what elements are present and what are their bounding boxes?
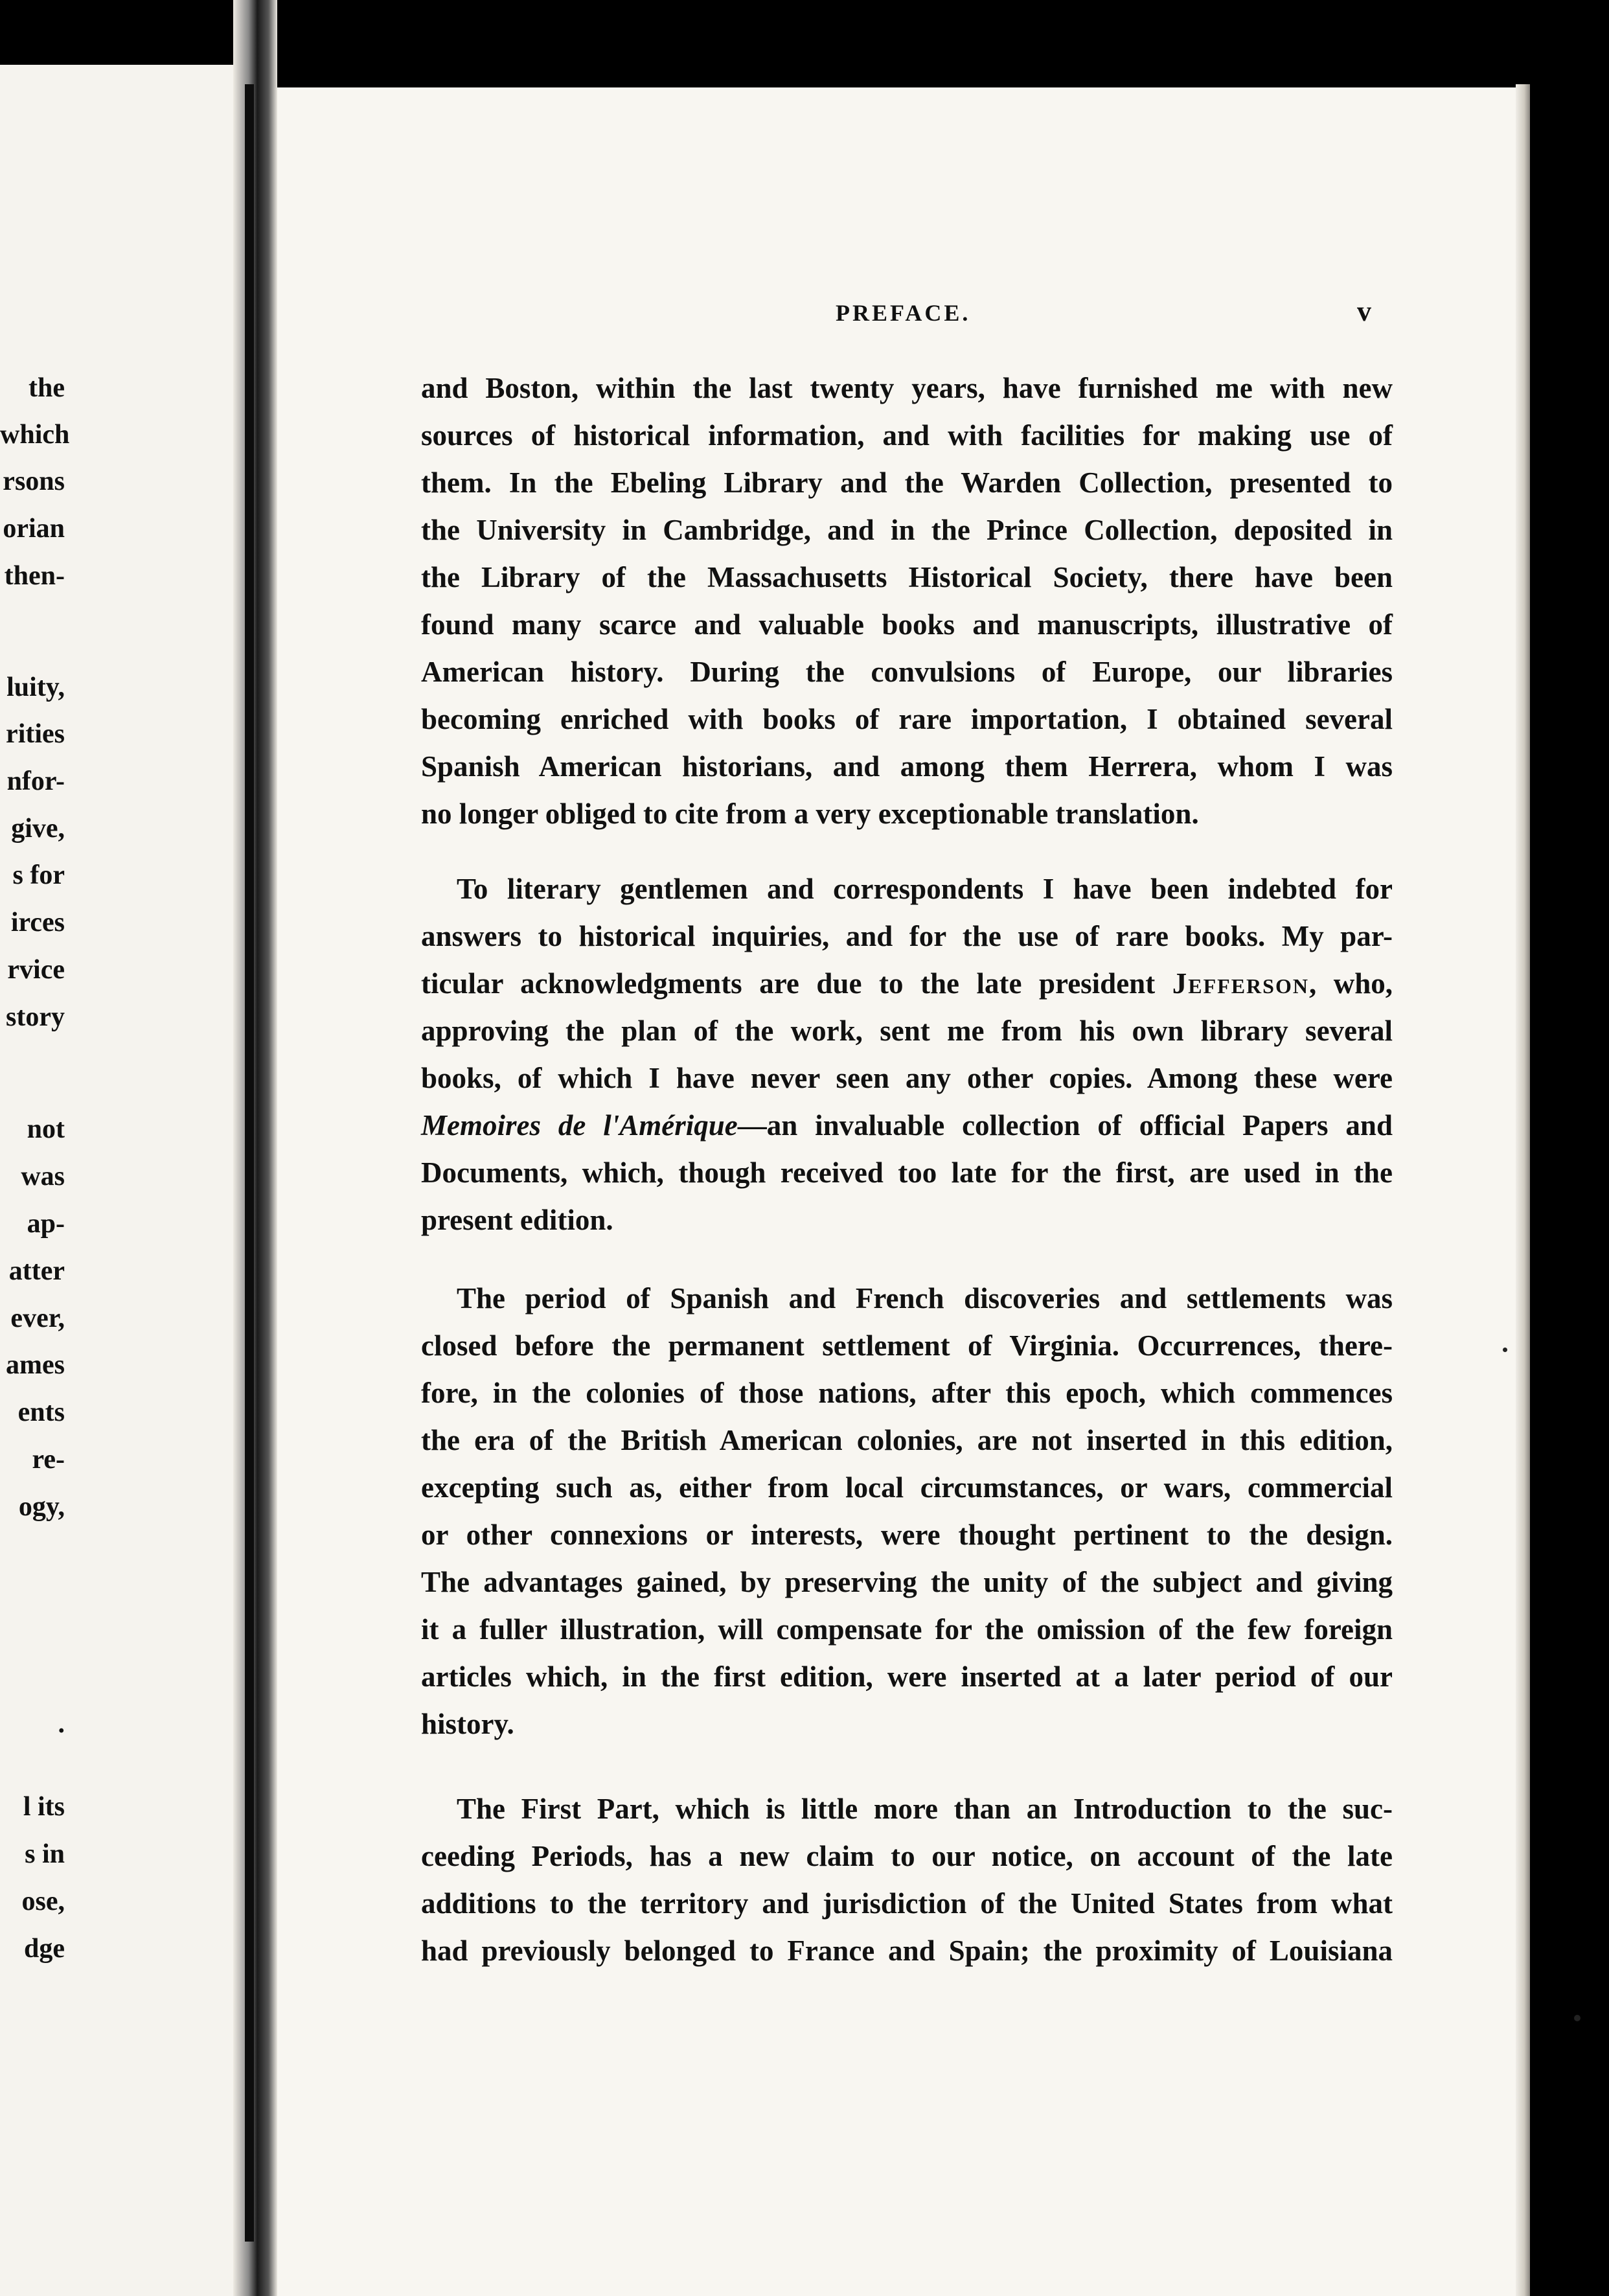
left-page-line: re- — [32, 1445, 65, 1475]
left-page-line: rities — [6, 719, 65, 749]
ink-speck — [1574, 2015, 1580, 2021]
text-fragment: —an invaluable collection of official Papers and — [737, 1109, 1393, 1142]
text-line: answers to historical inquiries, and for the use of rare books. My par- — [421, 920, 1393, 952]
left-page-line: was — [21, 1162, 65, 1191]
left-page-line: ever, — [10, 1303, 65, 1333]
text-line: additions to the territory and jurisdiction of the United States from what — [421, 1887, 1393, 1920]
left-page-line: l its — [23, 1792, 65, 1822]
left-page-line: then- — [4, 561, 65, 591]
left-page-line: ogy, — [18, 1492, 65, 1522]
book-gutter — [233, 0, 277, 2296]
text-line: Spanish American historians, and among them Herrera, whom I was — [421, 750, 1393, 783]
text-line: articles which, in the first edition, were inserted at a later period of our — [421, 1660, 1393, 1693]
italic-title: Memoires de l'Amérique — [421, 1109, 738, 1142]
text-fragment: ticular acknowledgments are due to the late president — [421, 967, 1156, 1000]
text-line: To literary gentlemen and correspondents I have been indebted for — [457, 873, 1393, 905]
text-line: becoming enriched with books of rare importation, I obtained several — [421, 703, 1393, 735]
text-line: The period of Spanish and French discoveries and settlements was — [457, 1282, 1393, 1314]
spine-shadow — [245, 84, 254, 2242]
text-line: them. In the Ebeling Library and the Warden Collection, presented to — [421, 466, 1393, 499]
left-page-line: s in — [25, 1839, 65, 1869]
left-page-line: ents — [17, 1397, 65, 1427]
text-line — [421, 1102, 1393, 1149]
left-page-line: dge — [24, 1934, 65, 1964]
left-page-line: give, — [11, 814, 65, 844]
paragraph-2 — [421, 866, 1393, 1244]
left-page-line: s for — [12, 860, 65, 890]
page-number: v — [1357, 295, 1371, 327]
left-page-line: irces — [10, 908, 65, 937]
text-line: the University in Cambridge, and in the Prince Collection, deposited in — [421, 514, 1393, 546]
text-line: had previously belonged to France and Spain; the proximity of Louisiana — [421, 1934, 1393, 1967]
text-line: closed before the permanent settlement of Virginia. Occurrences, there- — [421, 1329, 1393, 1362]
paragraph-1 — [421, 365, 1393, 838]
text-line — [421, 960, 1393, 1007]
name-jefferson: Jefferson — [1172, 967, 1309, 1000]
left-page-line: which — [0, 420, 70, 450]
text-line: ceeding Periods, has a new claim to our notice, on account of the late — [421, 1840, 1393, 1872]
text-line: American history. During the convulsions of Europe, our libraries — [421, 656, 1393, 688]
left-page-line: story — [6, 1002, 65, 1032]
text-line: the Library of the Massachusetts Historical Society, there have been — [421, 561, 1393, 593]
text-line: no longer obliged to cite from a very exceptionable translation. — [421, 798, 1199, 830]
text-line: or other connexions or interests, were thought pertinent to the design. — [421, 1519, 1393, 1551]
left-page-line: rsons — [3, 466, 65, 496]
text-line: and Boston, within the last twenty years, have furnished me with new — [421, 372, 1393, 404]
left-page-line: ames — [6, 1350, 65, 1380]
ink-speck — [1503, 1348, 1507, 1352]
text-line: found many scarce and valuable books and manuscripts, illustrative of — [421, 608, 1393, 641]
running-head: PREFACE. — [836, 300, 971, 326]
left-page-line: the — [29, 373, 65, 403]
left-page-line: nfor- — [6, 766, 65, 796]
text-line: The First Part, which is little more than an Introduction to the suc- — [457, 1793, 1393, 1825]
text-line: excepting such as, either from local circumstances, or wars, commercial — [421, 1471, 1393, 1504]
text-line: history. — [421, 1708, 514, 1740]
text-line: the era of the British American colonies, are not inserted in this edition, — [421, 1424, 1393, 1456]
left-page-line: atter — [8, 1256, 65, 1286]
left-page-line: orian — [3, 514, 65, 544]
left-page-line: ap- — [27, 1209, 65, 1239]
left-page-line: luity, — [6, 672, 65, 702]
text-line: fore, in the colonies of those nations, after this epoch, which commences — [421, 1377, 1393, 1409]
text-line: sources of historical information, and with facilities for making use of — [421, 419, 1393, 452]
text-line: books, of which I have never seen any other copies. Among these were — [421, 1062, 1393, 1094]
paragraph-4 — [421, 1785, 1393, 1975]
paragraph-3 — [421, 1275, 1393, 1748]
left-page-line: not — [27, 1114, 65, 1144]
text-line: it a fuller illustration, will compensate for the omission of the few foreign — [421, 1613, 1393, 1646]
text-line: The advantages gained, by preserving the unity of the subject and giving — [421, 1566, 1393, 1598]
left-page-line: rvice — [7, 955, 65, 985]
text-line: Documents, which, though received too late for the first, are used in the — [421, 1156, 1393, 1189]
text-line: present edition. — [421, 1204, 613, 1236]
text-fragment: , who, — [1308, 967, 1393, 1000]
left-page-line: ose, — [21, 1887, 65, 1916]
text-line: approving the plan of the work, sent me from his own library several — [421, 1015, 1393, 1047]
left-page-line: . — [58, 1709, 65, 1739]
page-edge — [1516, 84, 1530, 2296]
